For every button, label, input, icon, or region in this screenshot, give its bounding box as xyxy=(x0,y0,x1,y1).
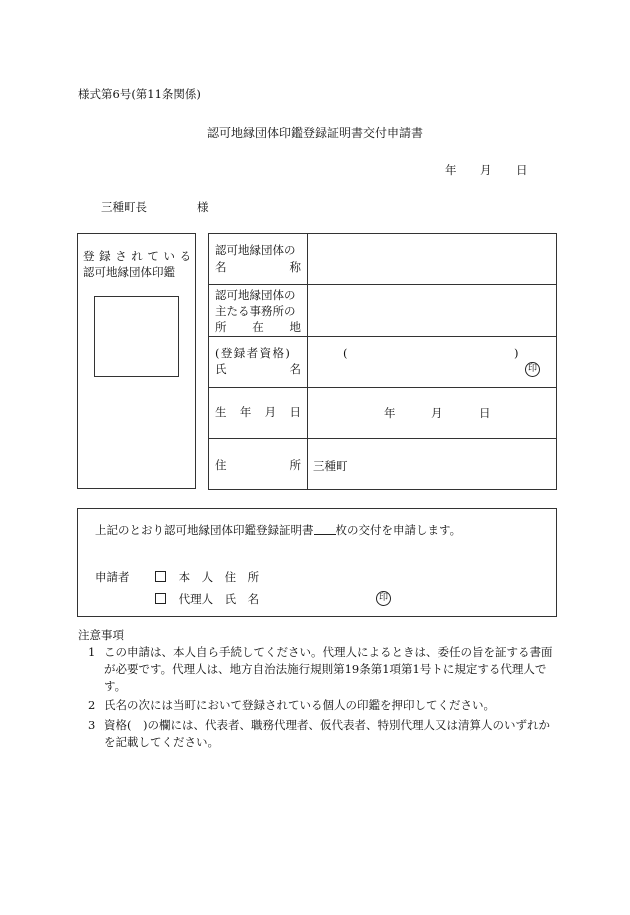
birth-date-label xyxy=(215,405,301,420)
applicant-label: 申請者 xyxy=(95,570,130,584)
application-table xyxy=(208,233,557,490)
request-statement-after: 枚の交付を申請します。 xyxy=(335,523,462,537)
applicant-option-agent[interactable] xyxy=(155,591,259,607)
note-number-3: 3 xyxy=(88,718,96,732)
group-name-label-line2 xyxy=(215,260,301,275)
note-item-1 xyxy=(88,644,553,695)
row-divider-1 xyxy=(209,284,556,285)
seal-impression-area[interactable] xyxy=(94,296,179,377)
note-item-3 xyxy=(88,717,553,751)
registered-seal-label-line2: 認可地縁団体印鑑 xyxy=(83,265,175,279)
note-number-2: 2 xyxy=(88,698,96,712)
applicant-option-agent-label: 代理人 氏 名 xyxy=(178,592,260,606)
notes-section xyxy=(78,627,558,749)
note-item-2 xyxy=(88,697,553,714)
registered-seal-label-line1 xyxy=(83,249,196,264)
registrant-qualification-field[interactable] xyxy=(351,342,511,360)
checkbox-agent[interactable] xyxy=(155,593,166,604)
table-column-divider xyxy=(307,234,308,489)
copies-count-blank[interactable] xyxy=(314,523,336,535)
addressee-honorific: 様 xyxy=(197,200,209,214)
office-label-text3: 所 在 地 xyxy=(215,320,301,334)
note-text-1: この申請は、本人自ら手続してください。代理人によるときは、委任の旨を証する書面が必要です。代理人は、地方自治法施行規則第19条第1項第1号トに規定する代理人です。 xyxy=(104,645,553,693)
note-number-1: 1 xyxy=(88,645,96,659)
office-label-line1: 認可地縁団体の xyxy=(215,288,296,302)
birth-year-unit: 年 xyxy=(384,406,396,420)
note-text-3: 資格( )の欄には、代表者、職務代理者、仮代表者、特別代理人又は清算人のいずれかを記載してください。 xyxy=(104,718,550,749)
group-name-field[interactable] xyxy=(309,235,555,283)
registrant-paren-open: ( xyxy=(343,346,348,360)
group-name-label-text: 名 称 xyxy=(215,260,301,274)
office-address-field[interactable] xyxy=(309,286,555,334)
birth-month-unit: 月 xyxy=(431,406,443,420)
birth-day-unit: 日 xyxy=(479,406,491,420)
registrant-paren-close: ) xyxy=(514,346,519,360)
checkbox-self[interactable] xyxy=(155,571,166,582)
address-label xyxy=(215,458,301,473)
note-text-2: 氏名の次には当町において登録されている個人の印鑑を押印してください。 xyxy=(104,698,495,712)
date-year: 年 xyxy=(445,163,457,177)
address-value: 三種町 xyxy=(313,459,348,473)
applicant-seal-icon: 印 xyxy=(376,591,391,606)
row-divider-3 xyxy=(209,387,556,388)
address-label-text: 住 所 xyxy=(215,458,301,472)
applicant-option-self[interactable] xyxy=(155,569,259,585)
notes-heading: 注意事項 xyxy=(78,628,124,642)
office-label-line3 xyxy=(215,320,301,335)
row-divider-2 xyxy=(209,336,556,337)
registered-seal-label-text1: 登録されている xyxy=(83,249,196,263)
row-divider-4 xyxy=(209,438,556,439)
office-label-line2: 主たる事務所の xyxy=(215,304,296,318)
applicant-option-self-label: 本 人 住 所 xyxy=(178,570,260,584)
registrant-seal-icon: 印 xyxy=(525,362,540,377)
registrant-label-line2 xyxy=(215,362,301,377)
date-day: 日 xyxy=(516,163,528,177)
registrant-label-text2: 氏 名 xyxy=(215,362,301,376)
registrant-label-line1 xyxy=(215,346,303,361)
request-statement-before: 上記のとおり認可地縁団体印鑑登録証明書 xyxy=(95,523,314,537)
group-name-label-line1: 認可地縁団体の xyxy=(215,243,296,257)
request-statement xyxy=(95,522,461,538)
request-box xyxy=(77,508,557,617)
registered-seal-box xyxy=(77,233,196,489)
date-month: 月 xyxy=(480,163,492,177)
birth-date-label-text: 生 年 月 日 xyxy=(215,405,301,419)
page-title: 認可地縁団体印鑑登録証明書交付申請書 xyxy=(207,126,424,140)
addressee-name: 三種町長 xyxy=(101,200,147,214)
form-number: 様式第6号(第11条関係) xyxy=(78,87,201,101)
registrant-label-text1: (登録者資格) xyxy=(215,346,292,360)
